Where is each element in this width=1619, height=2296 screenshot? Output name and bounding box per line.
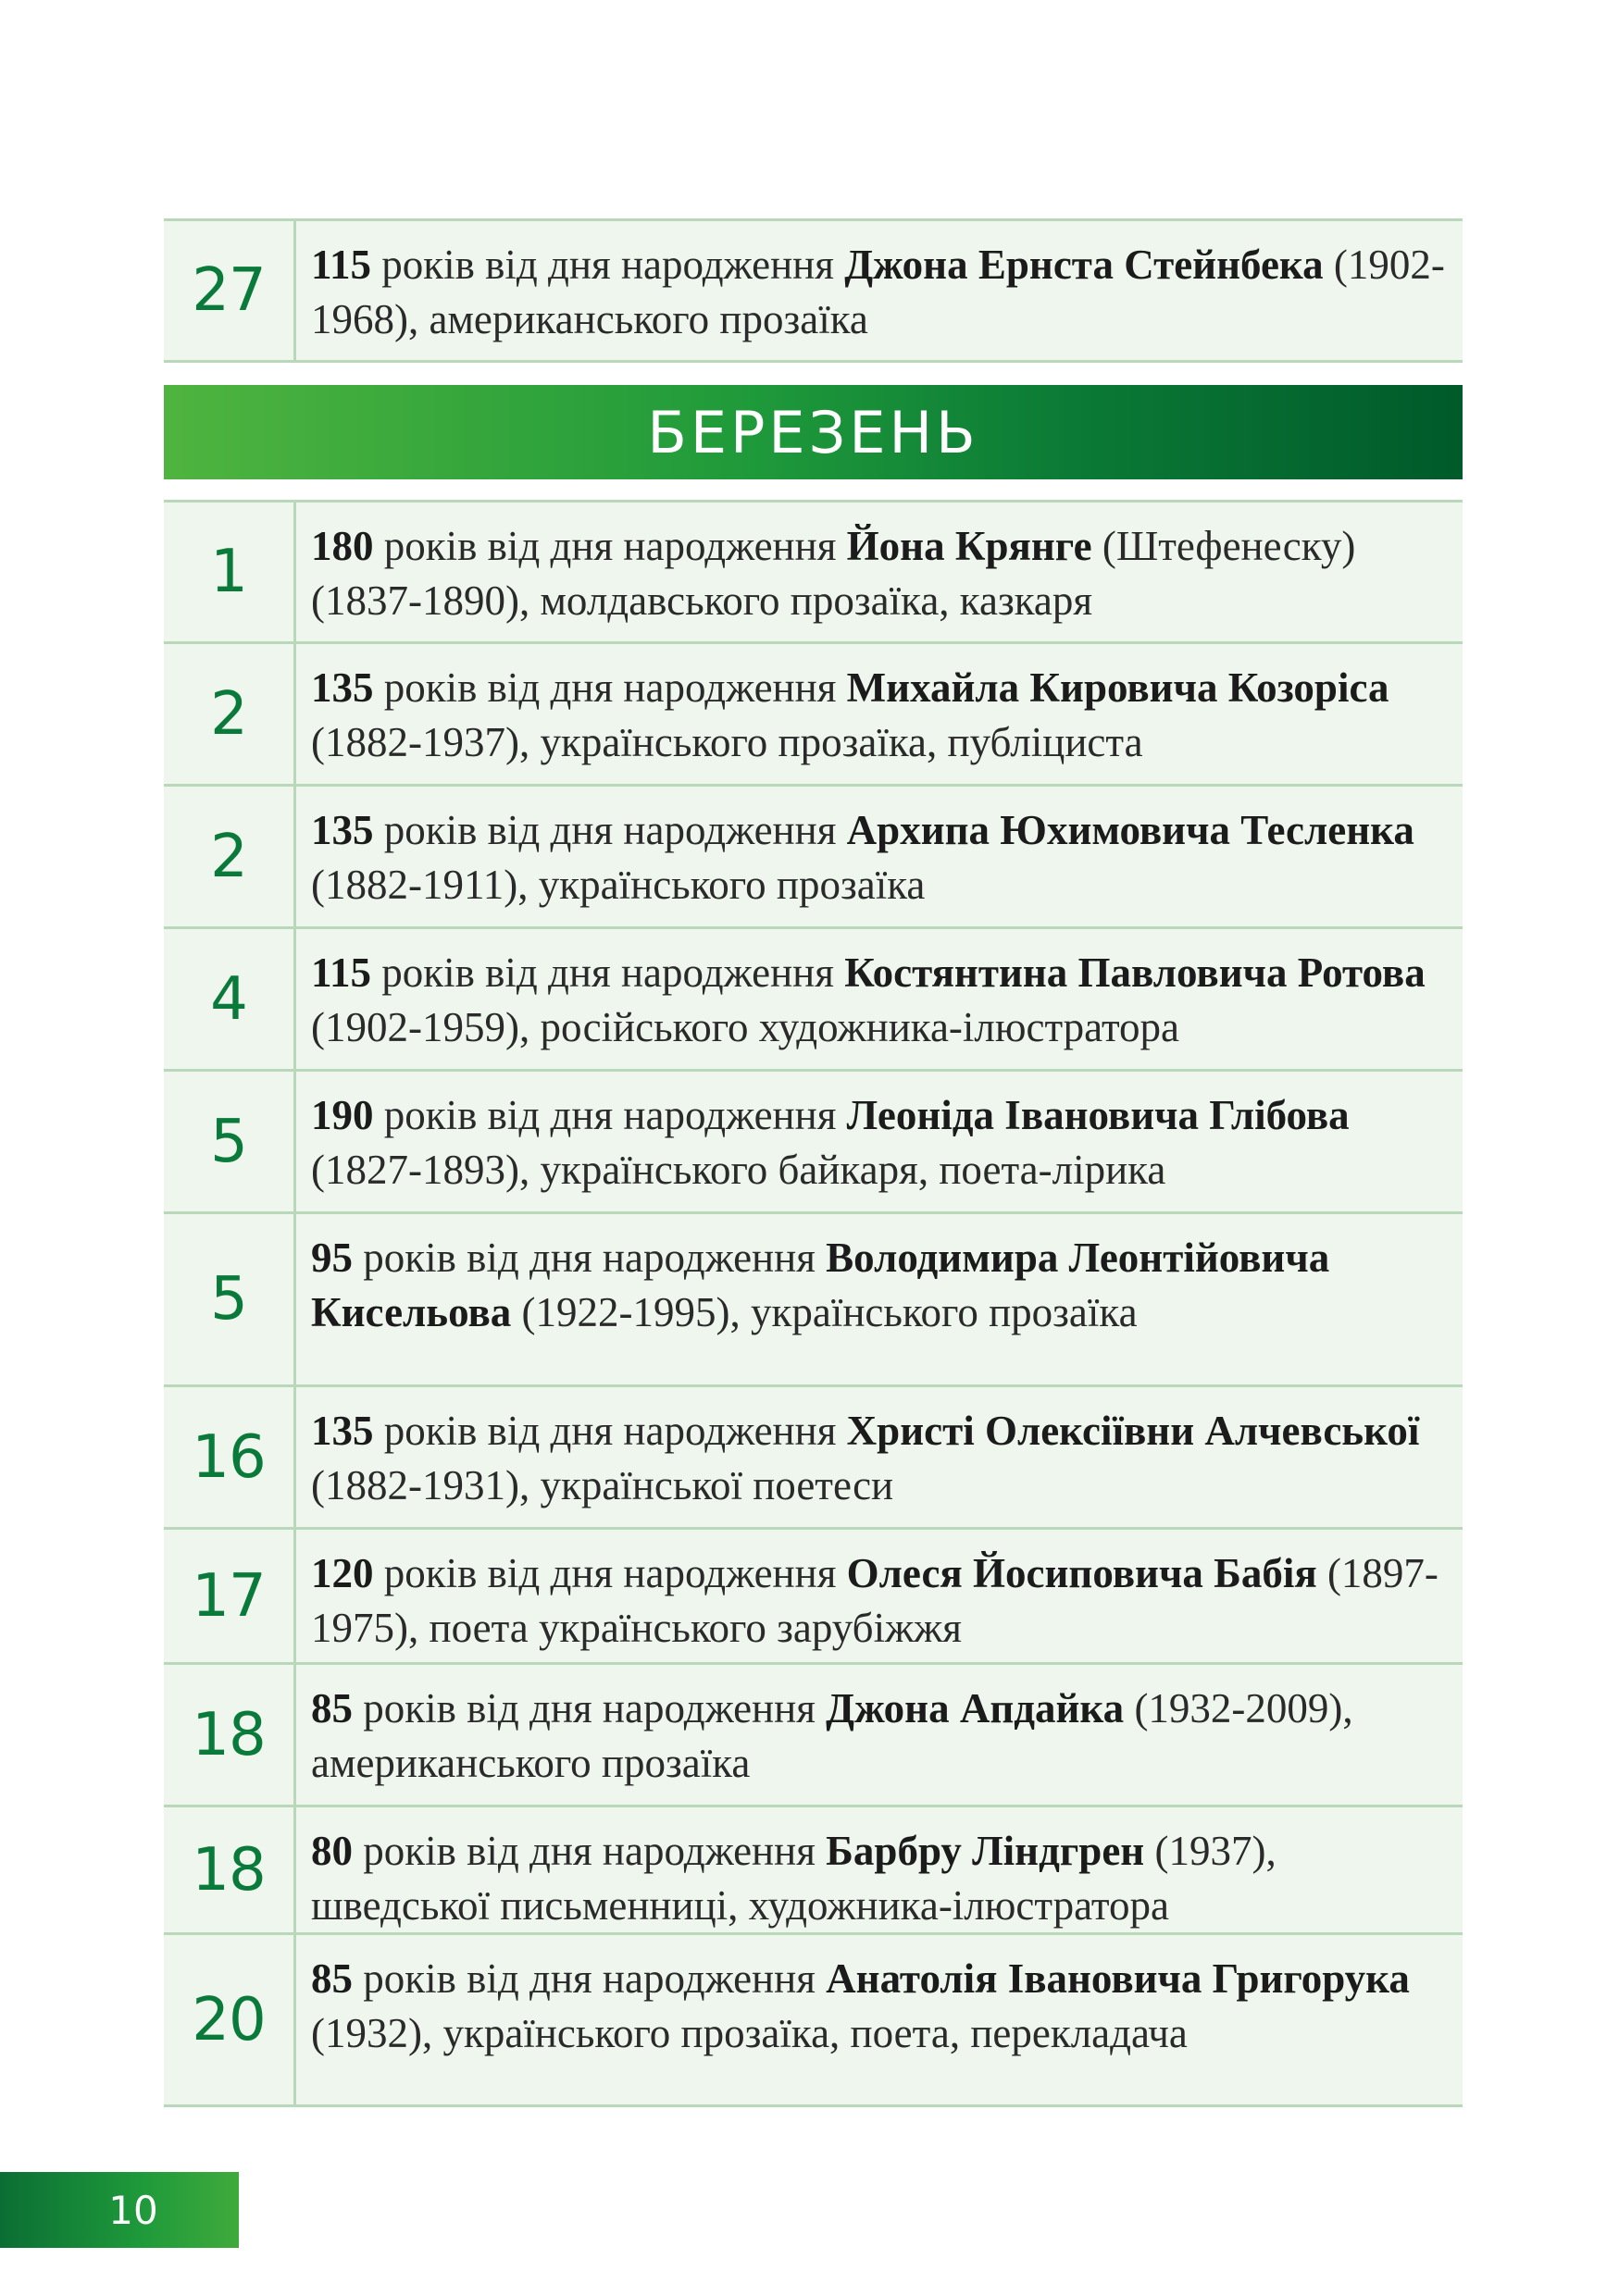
entry-details: (1902-1968), американського прозаїка bbox=[311, 242, 1445, 342]
table-row bbox=[164, 1214, 1463, 1387]
entry-text bbox=[296, 929, 1463, 1069]
day-number: 16 bbox=[164, 1387, 296, 1527]
entry-text bbox=[296, 503, 1463, 641]
entry-details: (1922-1995), українського прозаїка bbox=[511, 1289, 1138, 1335]
anniversary-years: 115 bbox=[311, 949, 372, 996]
top-table bbox=[164, 218, 1463, 363]
page-number: 10 bbox=[108, 2187, 158, 2233]
day-number: 27 bbox=[164, 221, 296, 360]
day-number: 4 bbox=[164, 929, 296, 1069]
person-name: Джона Ернста Стейнбека bbox=[844, 242, 1324, 288]
entry-details: (1827-1893), українського байкаря, поета-лірика bbox=[311, 1147, 1166, 1193]
page-number-tab bbox=[0, 2172, 239, 2248]
entry-details: (1932-2009), американського прозаїка bbox=[311, 1685, 1353, 1786]
entry-text bbox=[296, 1387, 1463, 1527]
anniversary-years: 115 bbox=[311, 242, 372, 288]
day-number: 20 bbox=[164, 1935, 296, 2104]
entry-text bbox=[296, 1935, 1463, 2104]
table-row bbox=[164, 1665, 1463, 1807]
anniversary-years: 135 bbox=[311, 664, 374, 711]
anniversary-years: 135 bbox=[311, 1408, 374, 1454]
entry-text bbox=[296, 787, 1463, 926]
person-name: Михайла Кировича Козоріса bbox=[846, 664, 1389, 711]
entry-text bbox=[296, 644, 1463, 784]
entry-lead: років від дня народження bbox=[353, 1828, 827, 1874]
table-row bbox=[164, 787, 1463, 929]
table-row bbox=[164, 500, 1463, 644]
day-number: 1 bbox=[164, 503, 296, 641]
entry-details: (1882-1911), українського прозаїка bbox=[311, 862, 926, 908]
entry-text bbox=[296, 1072, 1463, 1211]
entry-details: (1902-1959), російського художника-ілюстратора bbox=[311, 1004, 1180, 1050]
anniversary-years: 190 bbox=[311, 1092, 374, 1138]
entry-text bbox=[296, 1530, 1463, 1662]
entry-lead: років від дня народження bbox=[373, 1092, 847, 1138]
table-row bbox=[164, 1387, 1463, 1530]
table-row bbox=[164, 1935, 1463, 2107]
entry-details: (Штефенеску) (1837-1890), молдавського прозаїка, казкаря bbox=[311, 523, 1356, 624]
person-name: Джона Апдайка bbox=[826, 1685, 1125, 1731]
entry-lead: років від дня народження bbox=[353, 1235, 827, 1281]
entry-details: (1932), українського прозаїка, поета, перекладача bbox=[311, 2010, 1188, 2056]
table-row bbox=[164, 1072, 1463, 1214]
anniversary-years: 135 bbox=[311, 807, 374, 853]
entry-lead: років від дня народження bbox=[373, 664, 847, 711]
entry-details: (1882-1931), української поетеси bbox=[311, 1462, 894, 1508]
person-name: Олеся Йосиповича Бабія bbox=[846, 1550, 1317, 1596]
day-number: 5 bbox=[164, 1214, 296, 1384]
month-title: БЕРЕЗЕНЬ bbox=[647, 398, 979, 466]
person-name: Леоніда Івановича Глібова bbox=[846, 1092, 1350, 1138]
table-row bbox=[164, 218, 1463, 363]
entry-text bbox=[296, 221, 1463, 360]
entry-text bbox=[296, 1665, 1463, 1805]
entry-lead: років від дня народження bbox=[371, 242, 845, 288]
entry-details: (1897-1975), поета українського зарубіжжя bbox=[311, 1550, 1438, 1651]
entry-lead: років від дня народження bbox=[353, 1685, 827, 1731]
person-name: Костянтина Павловича Ротова bbox=[844, 949, 1426, 996]
person-name: Йона Крянге bbox=[846, 523, 1092, 569]
person-name: Володимира Леонтійовича Кисельова bbox=[311, 1235, 1330, 1335]
table-row bbox=[164, 929, 1463, 1072]
anniversary-years: 95 bbox=[311, 1235, 353, 1281]
entry-lead: років від дня народження bbox=[373, 1408, 847, 1454]
month-banner bbox=[164, 385, 1463, 479]
day-number: 2 bbox=[164, 644, 296, 784]
entry-details: (1882-1937), українського прозаїка, публіциста bbox=[311, 719, 1143, 765]
day-number: 18 bbox=[164, 1807, 296, 1932]
anniversary-years: 80 bbox=[311, 1828, 353, 1874]
anniversary-years: 85 bbox=[311, 1955, 353, 2002]
anniversary-years: 85 bbox=[311, 1685, 353, 1731]
entry-lead: років від дня народження bbox=[371, 949, 845, 996]
person-name: Архипа Юхимовича Тесленка bbox=[846, 807, 1414, 853]
entry-lead: років від дня народження bbox=[373, 1550, 847, 1596]
table-row bbox=[164, 1807, 1463, 1935]
entry-details: (1937), шведської письменниці, художника-ілюстратора bbox=[311, 1828, 1277, 1929]
day-number: 17 bbox=[164, 1530, 296, 1662]
anniversary-years: 120 bbox=[311, 1550, 374, 1596]
march-table bbox=[164, 500, 1463, 2107]
entry-lead: років від дня народження bbox=[373, 807, 847, 853]
person-name: Барбру Ліндгрен bbox=[826, 1828, 1145, 1874]
entry-text bbox=[296, 1214, 1463, 1384]
anniversary-years: 180 bbox=[311, 523, 374, 569]
person-name: Христі Олексіївни Алчевської bbox=[846, 1408, 1420, 1454]
person-name: Анатолія Івановича Григорука bbox=[826, 1955, 1410, 2002]
day-number: 2 bbox=[164, 787, 296, 926]
table-row bbox=[164, 1530, 1463, 1665]
entry-lead: років від дня народження bbox=[373, 523, 847, 569]
day-number: 5 bbox=[164, 1072, 296, 1211]
table-row bbox=[164, 644, 1463, 787]
entry-text bbox=[296, 1807, 1463, 1932]
day-number: 18 bbox=[164, 1665, 296, 1805]
entry-lead: років від дня народження bbox=[353, 1955, 827, 2002]
